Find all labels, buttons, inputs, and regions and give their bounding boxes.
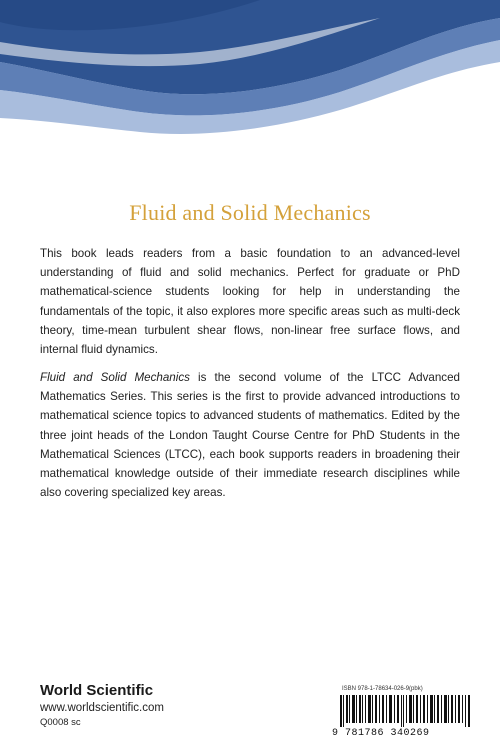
description-paragraph-1: This book leads readers from a basic foundation to an advanced-level understanding of fluid and solid mechanics. Perfect for graduate or PhD mathematical-science students looking for help in understanding the fundamentals of the topic, it also explores more specific areas such as multi-deck theory, time-mean turbulent shear flows, non-linear free surface flows, and internal fluid dynamics. — [40, 247, 460, 357]
book-title: Fluid and Solid Mechanics — [129, 200, 371, 225]
publisher-website: www.worldscientific.com — [40, 702, 164, 714]
series-book-title: Fluid and Solid Mechanics — [40, 371, 190, 384]
isbn-label: ISBN 978-1-78634-026-9(pbk) — [342, 686, 423, 692]
description-paragraph-2 — [40, 368, 460, 502]
product-code: Q0008 sc — [40, 717, 81, 728]
barcode-digits: 9 781786 340269 — [332, 728, 430, 739]
wave-banner — [0, 0, 500, 160]
barcode-icon — [340, 695, 470, 727]
description-paragraph-2-text: is the second volume of the LTCC Advanced Mathematics Series. This series is the first to provide advanced introductions to mathematical science topics to advanced students of mathematics. Edited by the three joint heads of the London Taught Course Centre for PhD Students in the Mathematical Sciences (LTCC), each book supports readers in broadening their mathematical knowledge outside of their immediate research disciplines while also covering specialized key areas. — [40, 371, 460, 500]
publisher-name: World Scientific — [40, 682, 154, 699]
